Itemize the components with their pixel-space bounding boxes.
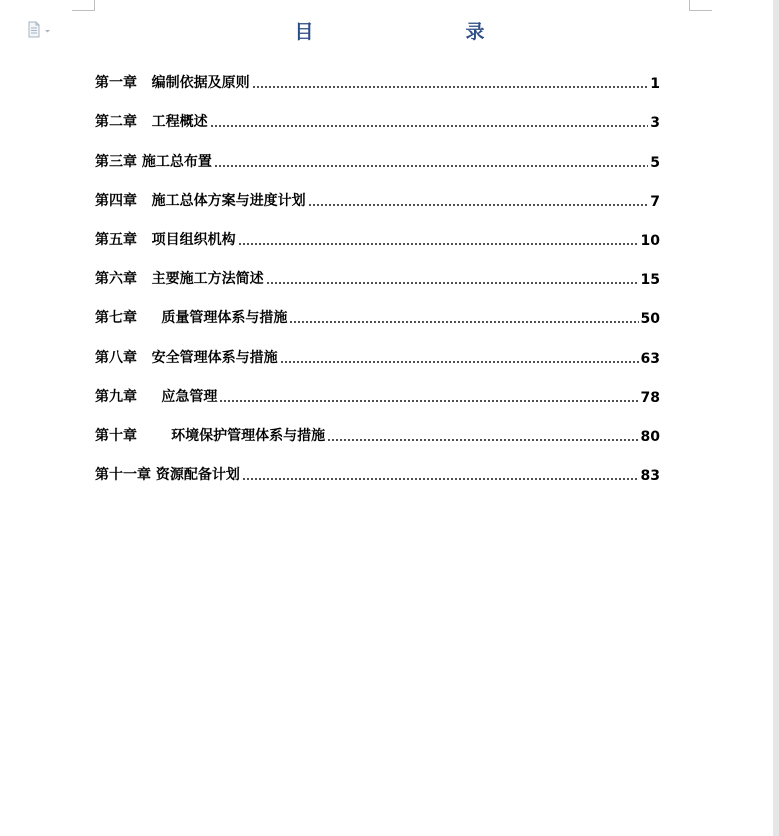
page-corner-mark-left [72,0,95,11]
toc-entry-title: 主要施工方法简述 [151,271,264,288]
toc-entry[interactable] [95,64,660,103]
toc-chapter-label: 第二章 [95,114,137,131]
toc-chapter-label: 第七章 [95,310,137,327]
toc-entry[interactable] [95,221,660,260]
dot-leader [280,335,639,363]
toc-spacer [137,194,152,210]
toc-page-number: 83 [640,468,660,485]
toc-entry-title: 项目组织机构 [151,231,236,248]
toc-spacer [137,351,152,367]
toc-spacer [137,429,171,445]
table-of-contents [95,64,660,495]
toc-page-number: 5 [650,154,660,171]
toc-entry-title: 应急管理 [161,388,218,405]
dot-leader [238,218,639,246]
toc-page-number: 1 [650,76,660,93]
toc-chapter-label: 第八章 [95,349,137,366]
toc-title: 目 录 [294,21,523,43]
toc-page-number: 15 [640,272,660,289]
dot-leader [289,296,638,324]
toc-chapter-label: 第一章 [95,75,137,92]
toc-entry[interactable] [95,417,660,456]
toc-entry[interactable] [95,142,660,181]
toc-entry-title: 编制依据及原则 [151,75,250,92]
toc-entry[interactable] [95,456,660,495]
toc-chapter-label: 第三章 [95,153,137,170]
toc-entry-title: 工程概述 [151,114,208,131]
dot-leader [308,179,649,207]
toc-entry[interactable] [95,260,660,299]
dot-leader [252,61,649,89]
toc-chapter-label: 第十章 [95,427,137,444]
toc-entry-title: 资源配备计划 [155,467,240,484]
toc-entry-title: 施工总体方案与进度计划 [151,192,306,209]
dot-leader [266,257,639,285]
toc-entry[interactable] [95,182,660,221]
toc-spacer [137,390,161,406]
toc-page-number: 78 [640,389,660,406]
toc-entry[interactable] [95,103,660,142]
toc-entry[interactable] [95,299,660,338]
toc-page-number: 50 [640,311,660,328]
dot-leader [210,100,649,128]
toc-page-number: 10 [640,232,660,249]
toc-entry-title: 环境保护管理体系与措施 [171,427,326,444]
dot-leader [214,139,648,167]
dot-leader [219,375,638,403]
toc-chapter-label: 第十一章 [95,467,151,484]
toc-chapter-label: 第五章 [95,231,137,248]
toc-chapter-label: 第六章 [95,271,137,288]
toc-page-number: 80 [640,428,660,445]
toc-spacer [137,311,161,327]
toc-entry[interactable] [95,338,660,377]
page-corner-mark-right [689,0,712,11]
toc-page-number: 63 [640,350,660,367]
toc-spacer [137,272,152,288]
dot-leader [327,414,638,442]
dot-leader [242,453,639,481]
toc-entry[interactable] [95,378,660,417]
toc-entry-title: 施工总布置 [141,153,212,170]
toc-entry-title: 安全管理体系与措施 [151,349,278,366]
toc-spacer [137,76,152,92]
toc-page-number: 7 [650,193,660,210]
right-scroll-gutter [773,0,779,836]
toc-spacer [137,233,152,249]
toc-page-number: 3 [650,115,660,132]
toc-entry-title: 质量管理体系与措施 [161,310,288,327]
toc-chapter-label: 第九章 [95,388,137,405]
toc-chapter-label: 第四章 [95,192,137,209]
toc-spacer [137,115,152,131]
